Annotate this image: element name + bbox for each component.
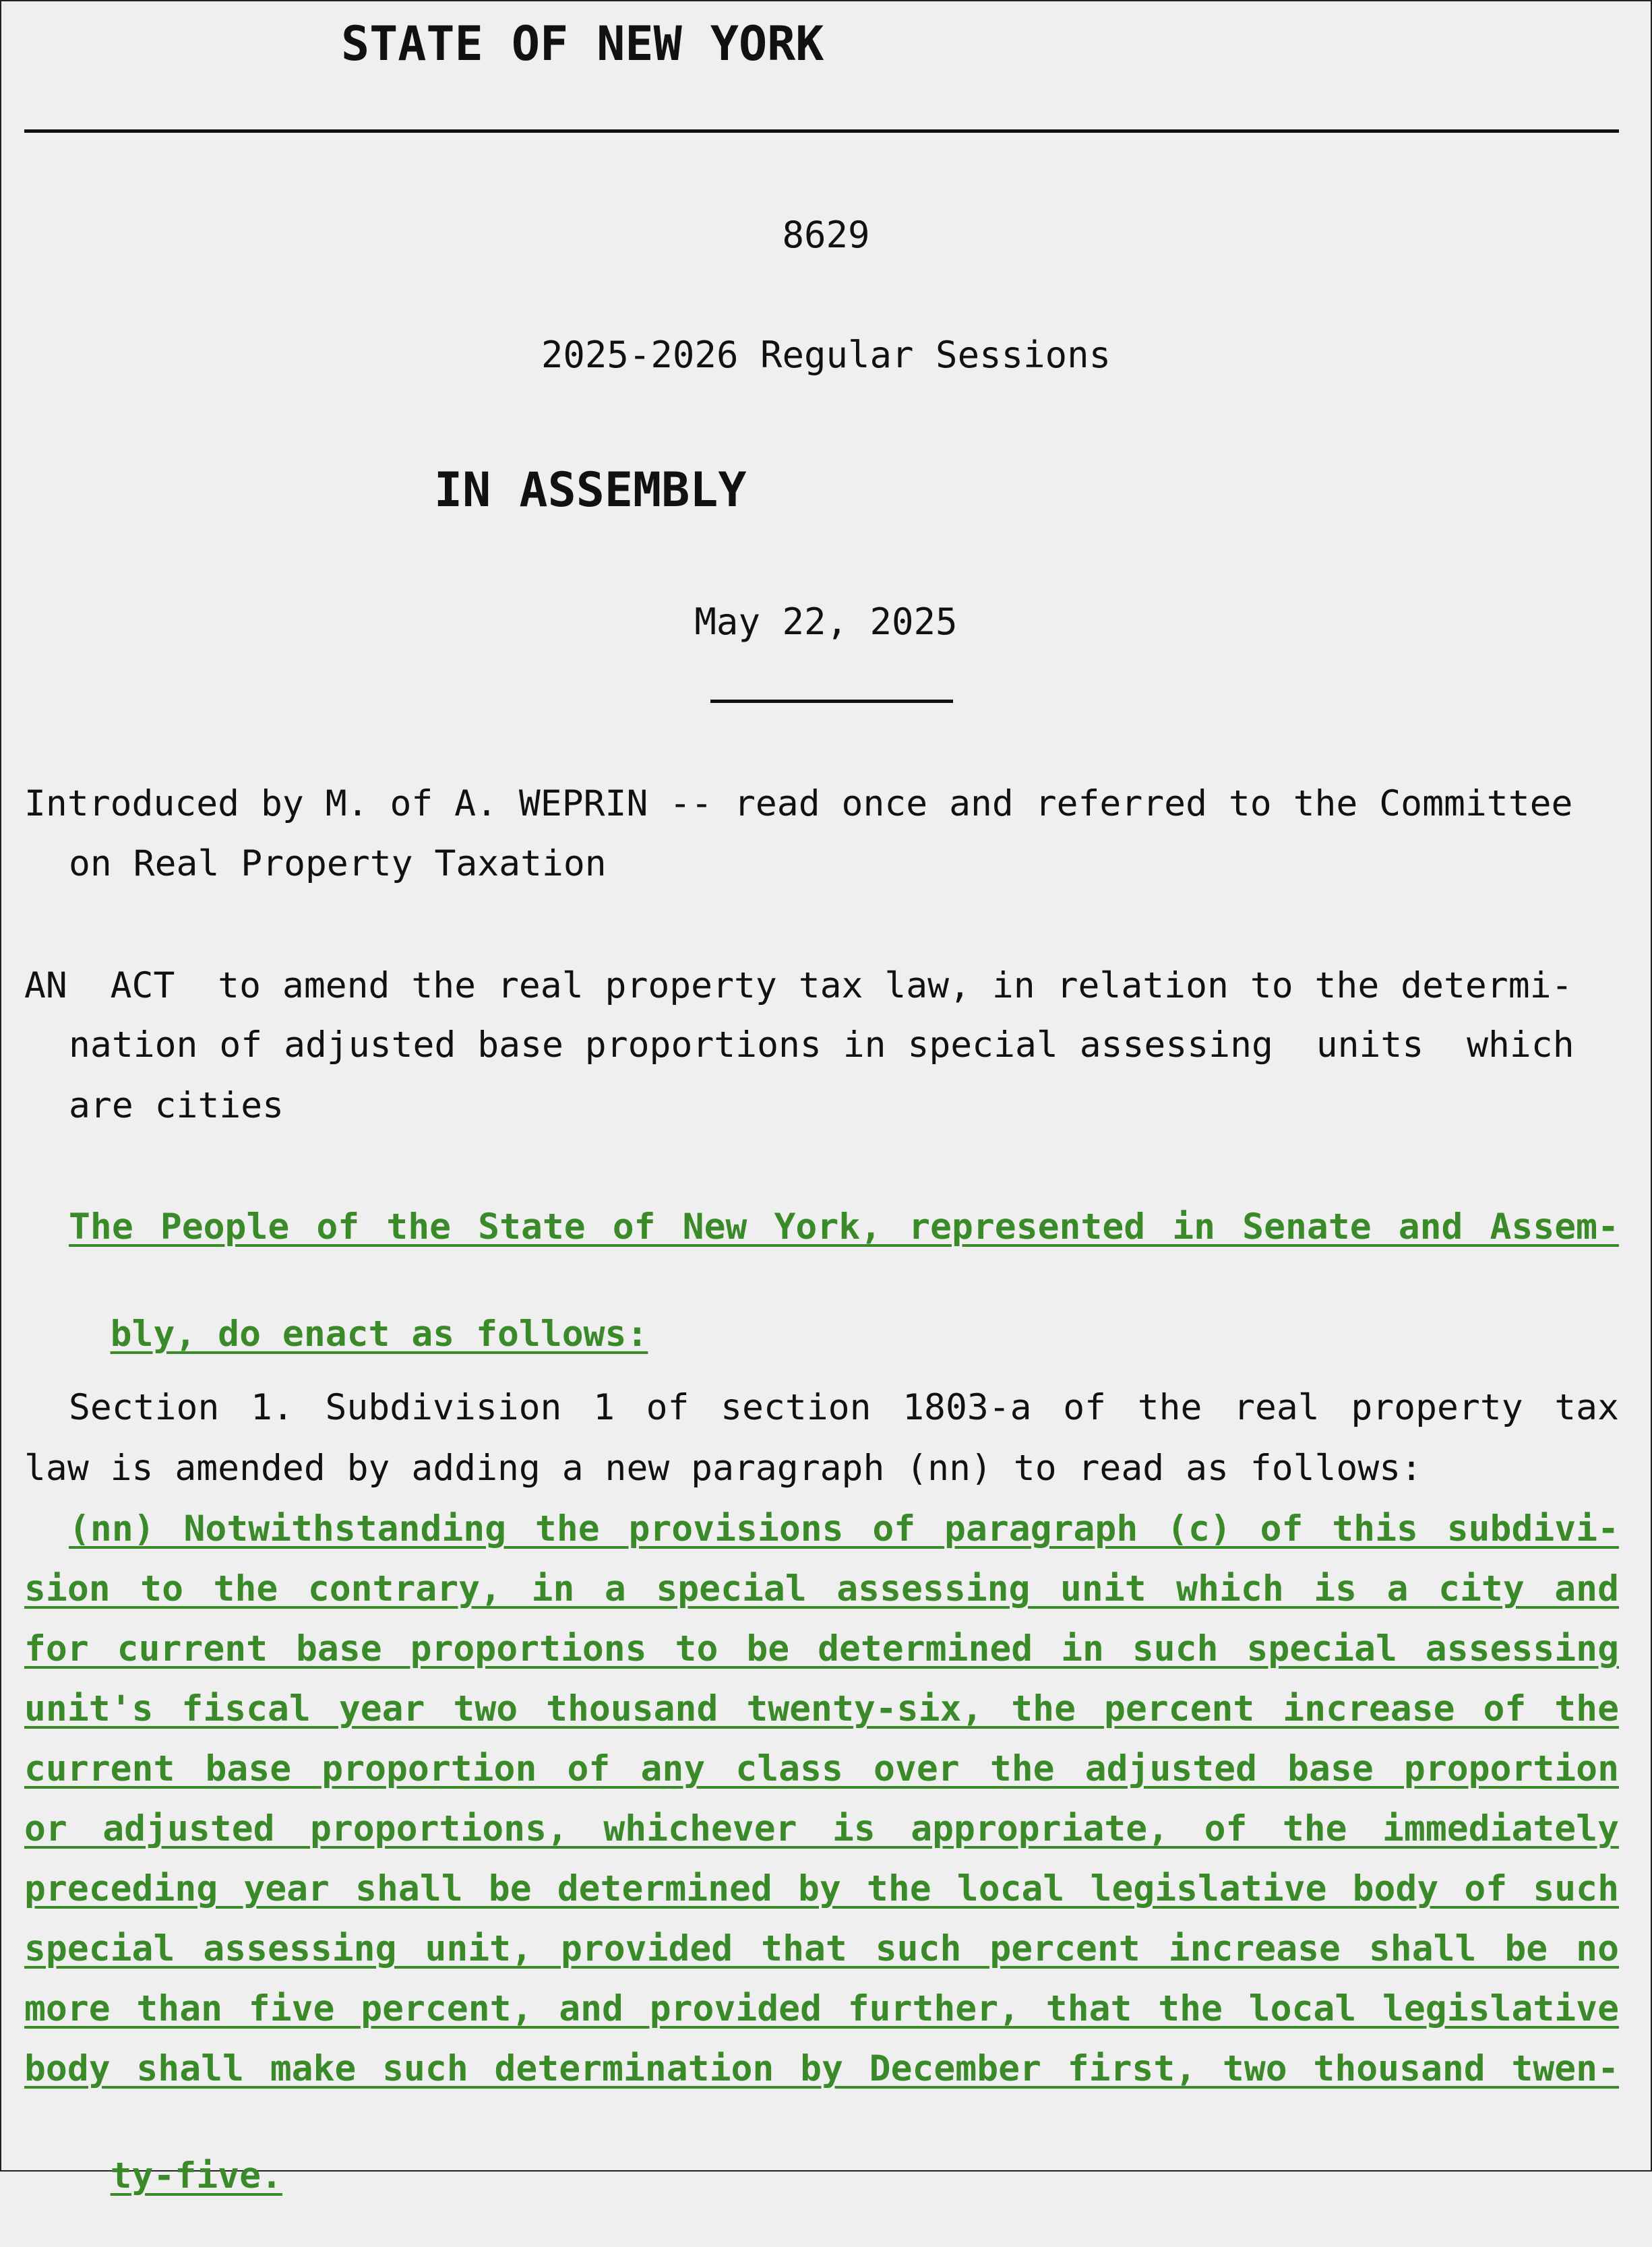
state-heading: STATE OF NEW YORK [341, 16, 824, 71]
new-paragraph-line: for current base proportions to be determined in such special assessing [24, 1628, 1619, 1669]
new-paragraph-line: ty-five. [110, 2155, 282, 2196]
new-paragraph-line: more than five percent, and provided further, that the local legislative [24, 1988, 1619, 2029]
bill-number: 8629 [782, 214, 870, 256]
act-title-line-1: AN ACT to amend the real property tax law, in relation to the determi- [24, 965, 1573, 1006]
introduction-line-1: Introduced by M. of A. WEPRIN -- read once and referred to the Committee [24, 783, 1573, 824]
section-1-line-1: Section 1. Subdivision 1 of section 1803-a of the real property tax [69, 1387, 1619, 1428]
enacting-clause-line-1: The People of the State of New York, represented in Senate and Assem- [69, 1206, 1619, 1248]
bill-date: May 22, 2025 [694, 601, 958, 643]
new-paragraph-line: body shall make such determination by December first, two thousand twen- [24, 2048, 1619, 2089]
act-title-line-2: nation of adjusted base proportions in special assessing units which [69, 1024, 1574, 1066]
session-label: 2025-2026 Regular Sessions [541, 334, 1111, 376]
date-divider [710, 700, 953, 703]
new-paragraph-line: sion to the contrary, in a special assessing unit which is a city and [24, 1568, 1619, 1609]
new-paragraph-line: (nn) Notwithstanding the provisions of paragraph (c) of this subdivi- [69, 1508, 1619, 1549]
act-title-line-3: are cities [69, 1085, 284, 1126]
new-paragraph-line: or adjusted proportions, whichever is appropriate, of the immediately [24, 1808, 1619, 1849]
header-divider [24, 129, 1619, 133]
introduction-line-2: on Real Property Taxation [69, 843, 607, 884]
new-paragraph-line: current base proportion of any class over the adjusted base proportion [24, 1748, 1619, 1789]
new-paragraph-line: preceding year shall be determined by the local legislative body of such [24, 1868, 1619, 1909]
new-paragraph-last-wrap [24, 2105, 1619, 2247]
section-1-line-2: law is amended by adding a new paragraph (nn) to read as follows: [24, 1448, 1423, 1489]
enacting-clause-line-2: bly, do enact as follows: [110, 1314, 648, 1355]
new-paragraph-line: special assessing unit, provided that such percent increase shall be no [24, 1928, 1619, 1969]
chamber-heading: IN ASSEMBLY [434, 462, 747, 518]
new-paragraph-line: unit's fiscal year two thousand twenty-six, the percent increase of the [24, 1688, 1619, 1729]
